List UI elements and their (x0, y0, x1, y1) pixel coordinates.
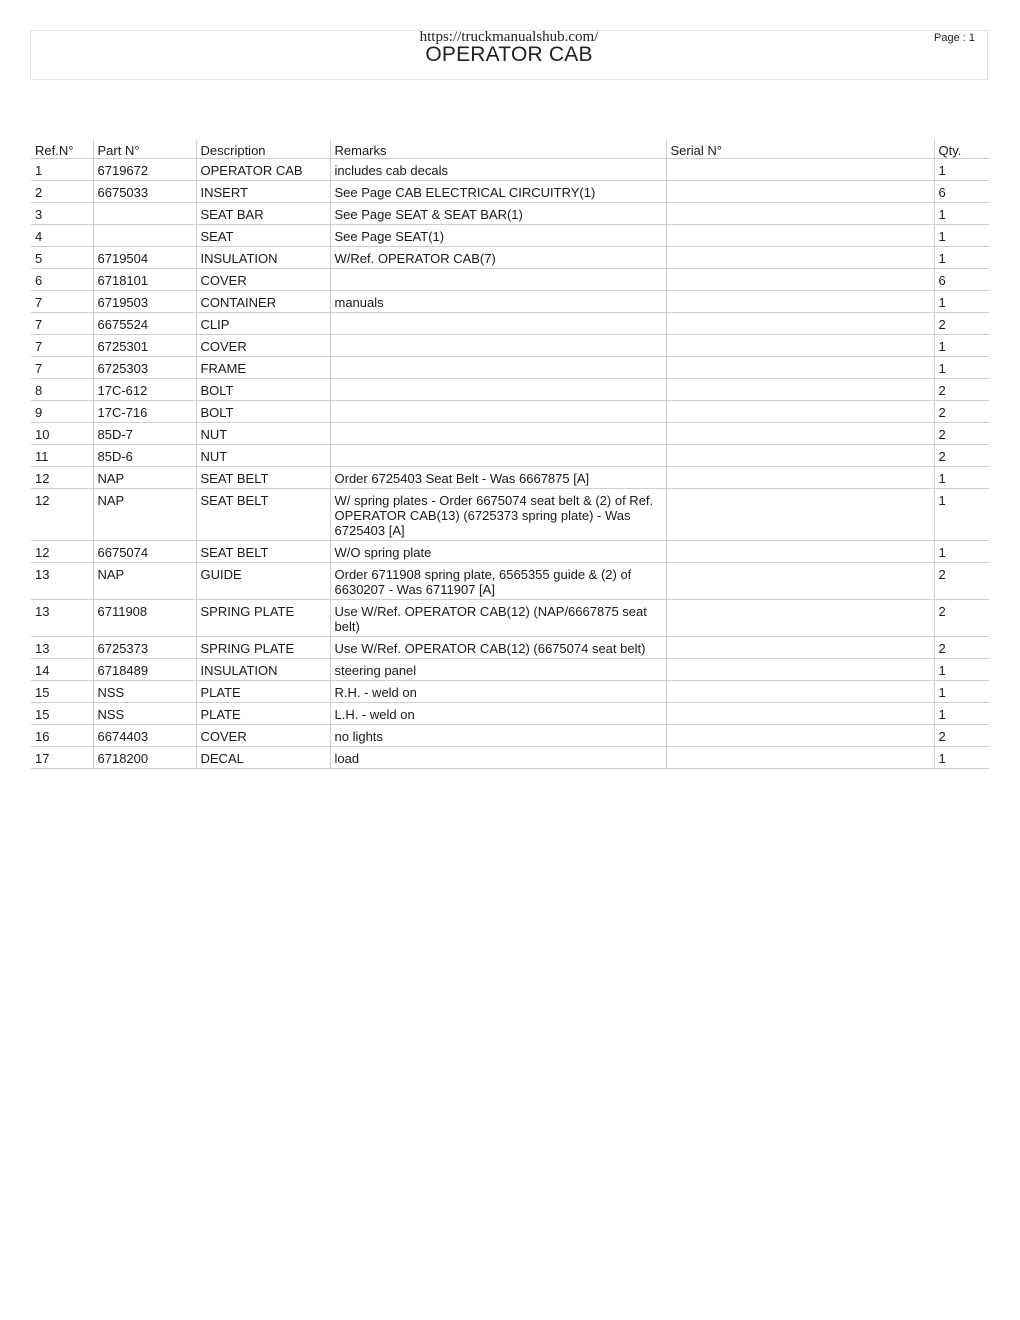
cell-qty: 1 (934, 681, 989, 703)
cell-part-number: 6719672 (93, 159, 196, 181)
cell-serial (666, 445, 934, 467)
cell-ref: 8 (31, 379, 93, 401)
cell-serial (666, 489, 934, 541)
cell-ref: 12 (31, 541, 93, 563)
cell-part-number: 6719503 (93, 291, 196, 313)
cell-remarks: See Page SEAT & SEAT BAR(1) (330, 203, 666, 225)
cell-part-number: 6718489 (93, 659, 196, 681)
cell-qty: 1 (934, 247, 989, 269)
cell-remarks (330, 269, 666, 291)
cell-part-number (93, 203, 196, 225)
cell-qty: 1 (934, 659, 989, 681)
cell-qty: 1 (934, 489, 989, 541)
cell-serial (666, 747, 934, 769)
cell-part-number: 6674403 (93, 725, 196, 747)
cell-description: COVER (196, 269, 330, 291)
cell-serial (666, 357, 934, 379)
cell-remarks: manuals (330, 291, 666, 313)
cell-qty: 1 (934, 335, 989, 357)
table-row (31, 637, 989, 659)
table-row (31, 379, 989, 401)
table-row (31, 489, 989, 541)
cell-ref: 7 (31, 357, 93, 379)
cell-ref: 12 (31, 489, 93, 541)
cell-serial (666, 401, 934, 423)
cell-description: INSULATION (196, 659, 330, 681)
page-title: OPERATOR CAB (425, 43, 593, 66)
cell-ref: 13 (31, 600, 93, 637)
cell-description: INSULATION (196, 247, 330, 269)
table-row (31, 269, 989, 291)
cell-ref: 7 (31, 313, 93, 335)
cell-description: GUIDE (196, 563, 330, 600)
column-header-ref: Ref.N° (31, 140, 93, 159)
cell-description: SPRING PLATE (196, 600, 330, 637)
cell-qty: 6 (934, 181, 989, 203)
page-header (30, 30, 988, 80)
table-row (31, 747, 989, 769)
cell-ref: 17 (31, 747, 93, 769)
cell-remarks (330, 379, 666, 401)
cell-part-number: 6718200 (93, 747, 196, 769)
cell-qty: 2 (934, 423, 989, 445)
cell-part-number: 6725303 (93, 357, 196, 379)
cell-serial (666, 379, 934, 401)
page-number: Page : 1 (934, 32, 975, 44)
cell-qty: 6 (934, 269, 989, 291)
cell-qty: 1 (934, 357, 989, 379)
cell-qty: 1 (934, 541, 989, 563)
cell-serial (666, 159, 934, 181)
cell-remarks: See Page SEAT(1) (330, 225, 666, 247)
cell-serial (666, 203, 934, 225)
table-row (31, 445, 989, 467)
cell-description: DECAL (196, 747, 330, 769)
cell-qty: 1 (934, 747, 989, 769)
column-header-remarks: Remarks (330, 140, 666, 159)
table-row (31, 247, 989, 269)
cell-remarks (330, 445, 666, 467)
cell-serial (666, 563, 934, 600)
cell-description: CONTAINER (196, 291, 330, 313)
cell-part-number: 6718101 (93, 269, 196, 291)
table-row (31, 600, 989, 637)
table-row (31, 703, 989, 725)
cell-ref: 13 (31, 563, 93, 600)
cell-description: SEAT BAR (196, 203, 330, 225)
cell-remarks (330, 335, 666, 357)
cell-description: BOLT (196, 401, 330, 423)
cell-description: INSERT (196, 181, 330, 203)
cell-qty: 1 (934, 225, 989, 247)
cell-description: SEAT (196, 225, 330, 247)
cell-remarks: See Page CAB ELECTRICAL CIRCUITRY(1) (330, 181, 666, 203)
cell-serial (666, 225, 934, 247)
cell-remarks (330, 423, 666, 445)
cell-qty: 1 (934, 703, 989, 725)
column-header-serial: Serial N° (666, 140, 934, 159)
table-row (31, 681, 989, 703)
cell-part-number: 6725373 (93, 637, 196, 659)
cell-description: NUT (196, 445, 330, 467)
cell-part-number: 6675524 (93, 313, 196, 335)
cell-qty: 2 (934, 401, 989, 423)
cell-part-number: NAP (93, 489, 196, 541)
cell-remarks: L.H. - weld on (330, 703, 666, 725)
table-row (31, 313, 989, 335)
table-row (31, 291, 989, 313)
cell-serial (666, 423, 934, 445)
cell-description: SEAT BELT (196, 541, 330, 563)
cell-part-number: 6675074 (93, 541, 196, 563)
cell-ref: 13 (31, 637, 93, 659)
table-body (31, 159, 989, 769)
table-row (31, 659, 989, 681)
cell-remarks: Order 6711908 spring plate, 6565355 guide & (2) of 6630207 - Was 6711907 [A] (330, 563, 666, 600)
cell-qty: 2 (934, 600, 989, 637)
cell-serial (666, 637, 934, 659)
cell-remarks: Use W/Ref. OPERATOR CAB(12) (NAP/6667875 seat belt) (330, 600, 666, 637)
cell-part-number: 17C-612 (93, 379, 196, 401)
cell-description: SPRING PLATE (196, 637, 330, 659)
cell-ref: 7 (31, 291, 93, 313)
cell-part-number: 17C-716 (93, 401, 196, 423)
cell-serial (666, 291, 934, 313)
cell-ref: 7 (31, 335, 93, 357)
cell-ref: 4 (31, 225, 93, 247)
cell-remarks: load (330, 747, 666, 769)
table-row (31, 159, 989, 181)
table-row (31, 181, 989, 203)
table-row (31, 401, 989, 423)
cell-part-number: 6725301 (93, 335, 196, 357)
cell-serial (666, 181, 934, 203)
cell-remarks: Order 6725403 Seat Belt - Was 6667875 [A] (330, 467, 666, 489)
cell-remarks: no lights (330, 725, 666, 747)
cell-description: FRAME (196, 357, 330, 379)
cell-ref: 3 (31, 203, 93, 225)
cell-serial (666, 335, 934, 357)
cell-remarks: W/ spring plates - Order 6675074 seat belt & (2) of Ref. OPERATOR CAB(13) (6725373 spring plate) - Was 6725403 [A] (330, 489, 666, 541)
cell-part-number: NAP (93, 467, 196, 489)
cell-part-number (93, 225, 196, 247)
cell-ref: 6 (31, 269, 93, 291)
cell-qty: 2 (934, 445, 989, 467)
cell-description: SEAT BELT (196, 467, 330, 489)
cell-serial (666, 703, 934, 725)
cell-description: SEAT BELT (196, 489, 330, 541)
table-row (31, 725, 989, 747)
table-row (31, 563, 989, 600)
cell-description: NUT (196, 423, 330, 445)
cell-part-number: NAP (93, 563, 196, 600)
cell-description: COVER (196, 335, 330, 357)
cell-ref: 9 (31, 401, 93, 423)
table-row (31, 467, 989, 489)
cell-serial (666, 467, 934, 489)
cell-ref: 15 (31, 703, 93, 725)
cell-serial (666, 313, 934, 335)
cell-serial (666, 600, 934, 637)
cell-serial (666, 681, 934, 703)
cell-ref: 2 (31, 181, 93, 203)
cell-part-number: 85D-6 (93, 445, 196, 467)
column-header-qty: Qty. (934, 140, 989, 159)
cell-ref: 1 (31, 159, 93, 181)
table-row (31, 225, 989, 247)
table-row (31, 541, 989, 563)
cell-serial (666, 269, 934, 291)
cell-remarks (330, 313, 666, 335)
cell-qty: 1 (934, 291, 989, 313)
table-row (31, 203, 989, 225)
cell-qty: 2 (934, 313, 989, 335)
cell-remarks (330, 401, 666, 423)
column-header-description: Description (196, 140, 330, 159)
cell-description: PLATE (196, 681, 330, 703)
column-header-part: Part N° (93, 140, 196, 159)
cell-serial (666, 247, 934, 269)
cell-serial (666, 725, 934, 747)
cell-remarks (330, 357, 666, 379)
cell-remarks: Use W/Ref. OPERATOR CAB(12) (6675074 seat belt) (330, 637, 666, 659)
cell-description: PLATE (196, 703, 330, 725)
table-row (31, 335, 989, 357)
cell-qty: 1 (934, 159, 989, 181)
cell-serial (666, 659, 934, 681)
cell-remarks: steering panel (330, 659, 666, 681)
cell-ref: 16 (31, 725, 93, 747)
cell-qty: 2 (934, 563, 989, 600)
cell-ref: 14 (31, 659, 93, 681)
cell-qty: 1 (934, 203, 989, 225)
table-header-row (31, 140, 989, 159)
cell-part-number: NSS (93, 703, 196, 725)
cell-ref: 5 (31, 247, 93, 269)
cell-part-number: NSS (93, 681, 196, 703)
cell-ref: 10 (31, 423, 93, 445)
cell-qty: 2 (934, 725, 989, 747)
table-row (31, 423, 989, 445)
table-row (31, 357, 989, 379)
cell-description: OPERATOR CAB (196, 159, 330, 181)
cell-part-number: 85D-7 (93, 423, 196, 445)
cell-ref: 11 (31, 445, 93, 467)
site-url[interactable]: https://truckmanualshub.com/ (419, 29, 599, 45)
cell-ref: 15 (31, 681, 93, 703)
cell-qty: 1 (934, 467, 989, 489)
cell-description: BOLT (196, 379, 330, 401)
cell-part-number: 6719504 (93, 247, 196, 269)
cell-qty: 2 (934, 637, 989, 659)
cell-part-number: 6675033 (93, 181, 196, 203)
cell-remarks: W/O spring plate (330, 541, 666, 563)
cell-description: COVER (196, 725, 330, 747)
cell-serial (666, 541, 934, 563)
cell-remarks: includes cab decals (330, 159, 666, 181)
parts-table (31, 140, 989, 769)
cell-remarks: W/Ref. OPERATOR CAB(7) (330, 247, 666, 269)
cell-remarks: R.H. - weld on (330, 681, 666, 703)
cell-description: CLIP (196, 313, 330, 335)
cell-qty: 2 (934, 379, 989, 401)
cell-part-number: 6711908 (93, 600, 196, 637)
cell-ref: 12 (31, 467, 93, 489)
